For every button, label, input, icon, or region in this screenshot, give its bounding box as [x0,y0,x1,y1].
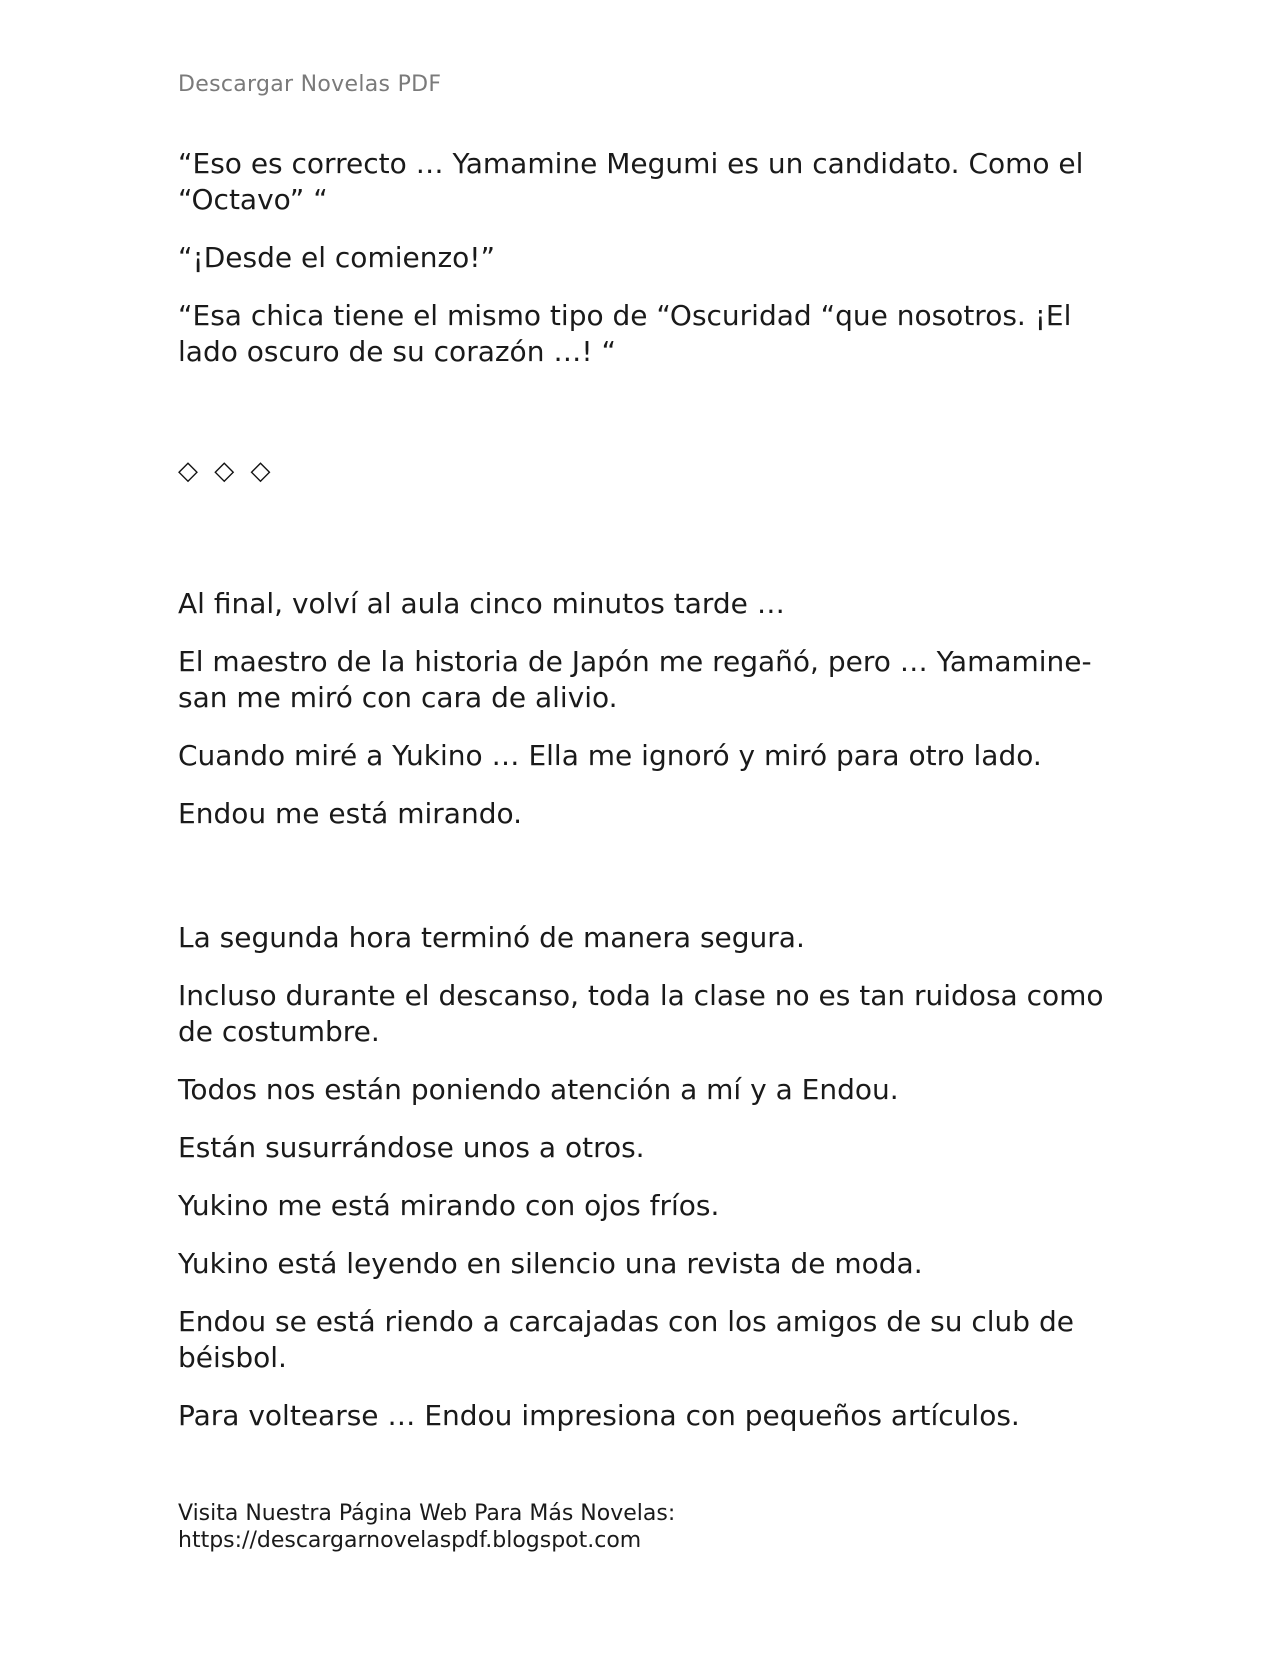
paragraph: Todos nos están poniendo atención a mí y a Endou. [178,1073,899,1106]
paragraph: Cuando miré a Yukino … Ella me ignoró y miró para otro lado. [178,739,1042,772]
paragraph: Para voltearse … Endou impresiona con pequeños artículos. [178,1399,1020,1432]
paragraph: “¡Desde el comienzo!” [178,241,496,274]
paragraph: “Esa chica tiene el mismo tipo de “Oscuridad “que nosotros. ¡El lado oscuro de su corazón …! “ [178,299,1072,368]
section-separator: ◇ ◇ ◇ [178,456,275,486]
footer-url-link[interactable]: https://descargarnovelaspdf.blogspot.com [178,1528,642,1553]
paragraph: La segunda hora terminó de manera segura. [178,921,805,954]
paragraph: Incluso durante el descanso, toda la clase no es tan ruidosa como de costumbre. [178,979,1104,1048]
paragraph: Al final, volví al aula cinco minutos tarde … [178,587,785,620]
document-page [178,0,1118,1656]
page-footer [178,1500,675,1554]
footer-visit-text: Visita Nuestra Página Web Para Más Novelas: [178,1501,676,1526]
paragraph: “Eso es correcto … Yamamine Megumi es un candidato. Como el “Octavo” “ [178,147,1084,216]
paragraph: Endou se está riendo a carcajadas con los amigos de su club de béisbol. [178,1305,1074,1374]
paragraph: El maestro de la historia de Japón me regañó, pero … Yamamine-san me miró con cara de alivio. [178,645,1092,714]
page-header: Descargar Novelas PDF [178,72,442,97]
paragraph: Yukino me está mirando con ojos fríos. [178,1189,720,1222]
paragraph: Yukino está leyendo en silencio una revista de moda. [178,1247,923,1280]
paragraph: Endou me está mirando. [178,797,523,830]
paragraph: Están susurrándose unos a otros. [178,1131,645,1164]
